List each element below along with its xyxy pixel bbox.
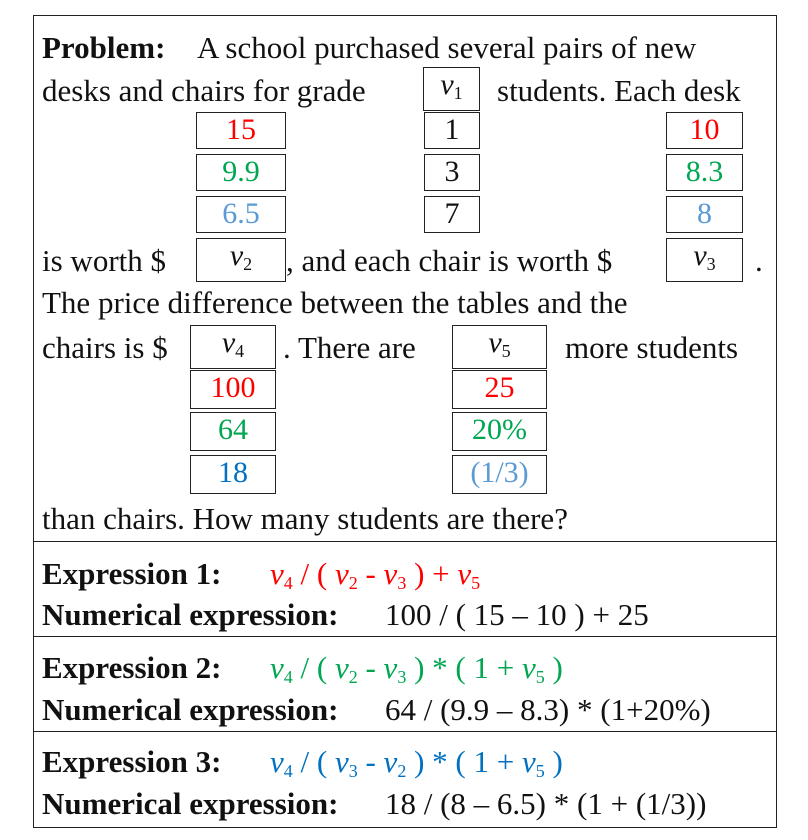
problem-text-line3a: is worth $	[42, 243, 166, 278]
divider	[33, 636, 777, 637]
problem-text-line6: than chairs. How many students are there?	[42, 501, 568, 536]
var-v4	[190, 325, 276, 369]
v3-value-1: 10	[666, 112, 743, 149]
problem-text-line5b: . There are	[283, 330, 416, 365]
v4-value-3: 18	[190, 455, 276, 494]
var-sub: 5	[501, 341, 511, 361]
v1-value-3: 7	[424, 196, 480, 233]
problem-text-line1: A school purchased several pairs of new	[197, 30, 697, 65]
expression-1-label: Expression 1:	[42, 556, 222, 591]
problem-text-line5c: more students	[565, 330, 739, 365]
problem-text-line2b: students. Each desk	[497, 73, 741, 108]
var-v5	[452, 325, 547, 369]
v2-value-3: 6.5	[196, 196, 286, 233]
problem-text-line2a: desks and chairs for grade	[42, 73, 366, 108]
v2-value-1: 15	[196, 112, 286, 149]
v2-value-2: 9.9	[196, 154, 286, 191]
var-letter: v	[488, 326, 502, 359]
var-letter: v	[440, 68, 454, 101]
v5-value-3: (1/3)	[452, 455, 547, 494]
var-v1	[423, 67, 480, 111]
numerical-1-label: Numerical expression:	[42, 597, 339, 632]
v5-value-2: 20%	[452, 412, 547, 451]
numerical-expression-1: 100 / ( 15 – 10 ) + 25	[385, 597, 649, 632]
var-letter: v	[693, 239, 707, 272]
expression-1-formula: $v_4$ / ( $v_2 - v_3$ ) + $v_5$	[270, 556, 481, 593]
divider	[33, 731, 777, 732]
expression-3-label: Expression 3:	[42, 744, 222, 779]
v1-value-2: 3	[424, 154, 480, 191]
numerical-2-label: Numerical expression:	[42, 692, 339, 727]
v4-value-1: 100	[190, 370, 276, 409]
problem-text-line3b: , and each chair is worth $	[286, 243, 613, 278]
divider	[33, 541, 777, 542]
var-sub: 3	[706, 254, 716, 274]
numerical-3-label: Numerical expression:	[42, 786, 339, 821]
var-v2	[196, 238, 286, 282]
problem-text-line4: The price difference between the tables and the	[42, 285, 628, 320]
var-v3	[666, 238, 743, 282]
problem-text-line5a: chairs is $	[42, 330, 168, 365]
v5-value-1: 25	[452, 370, 547, 409]
var-sub: 2	[243, 254, 253, 274]
v3-value-3: 8	[666, 196, 743, 233]
numerical-expression-3: 18 / (8 – 6.5) * (1 + (1/3))	[385, 786, 707, 821]
numerical-expression-2: 64 / (9.9 – 8.3) * (1+20%)	[385, 692, 711, 727]
v1-value-1: 1	[424, 112, 480, 149]
var-sub: 1	[453, 83, 463, 103]
expression-2-formula: $v_4$ / ( $v_2 - v_3$ ) * ( $1 + v_5$ )	[270, 650, 563, 687]
problem-label: Problem:	[42, 30, 166, 65]
problem-text-line3c: .	[755, 243, 763, 278]
var-sub: 4	[235, 341, 245, 361]
var-letter: v	[229, 239, 244, 272]
expression-2-label: Expression 2:	[42, 650, 222, 685]
v3-value-2: 8.3	[666, 154, 743, 191]
v4-value-2: 64	[190, 412, 276, 451]
var-letter: v	[221, 326, 236, 359]
expression-3-formula: $v_4$ / ( $v_3 - v_2$ ) * ( $1 + v_5$ )	[270, 744, 563, 781]
